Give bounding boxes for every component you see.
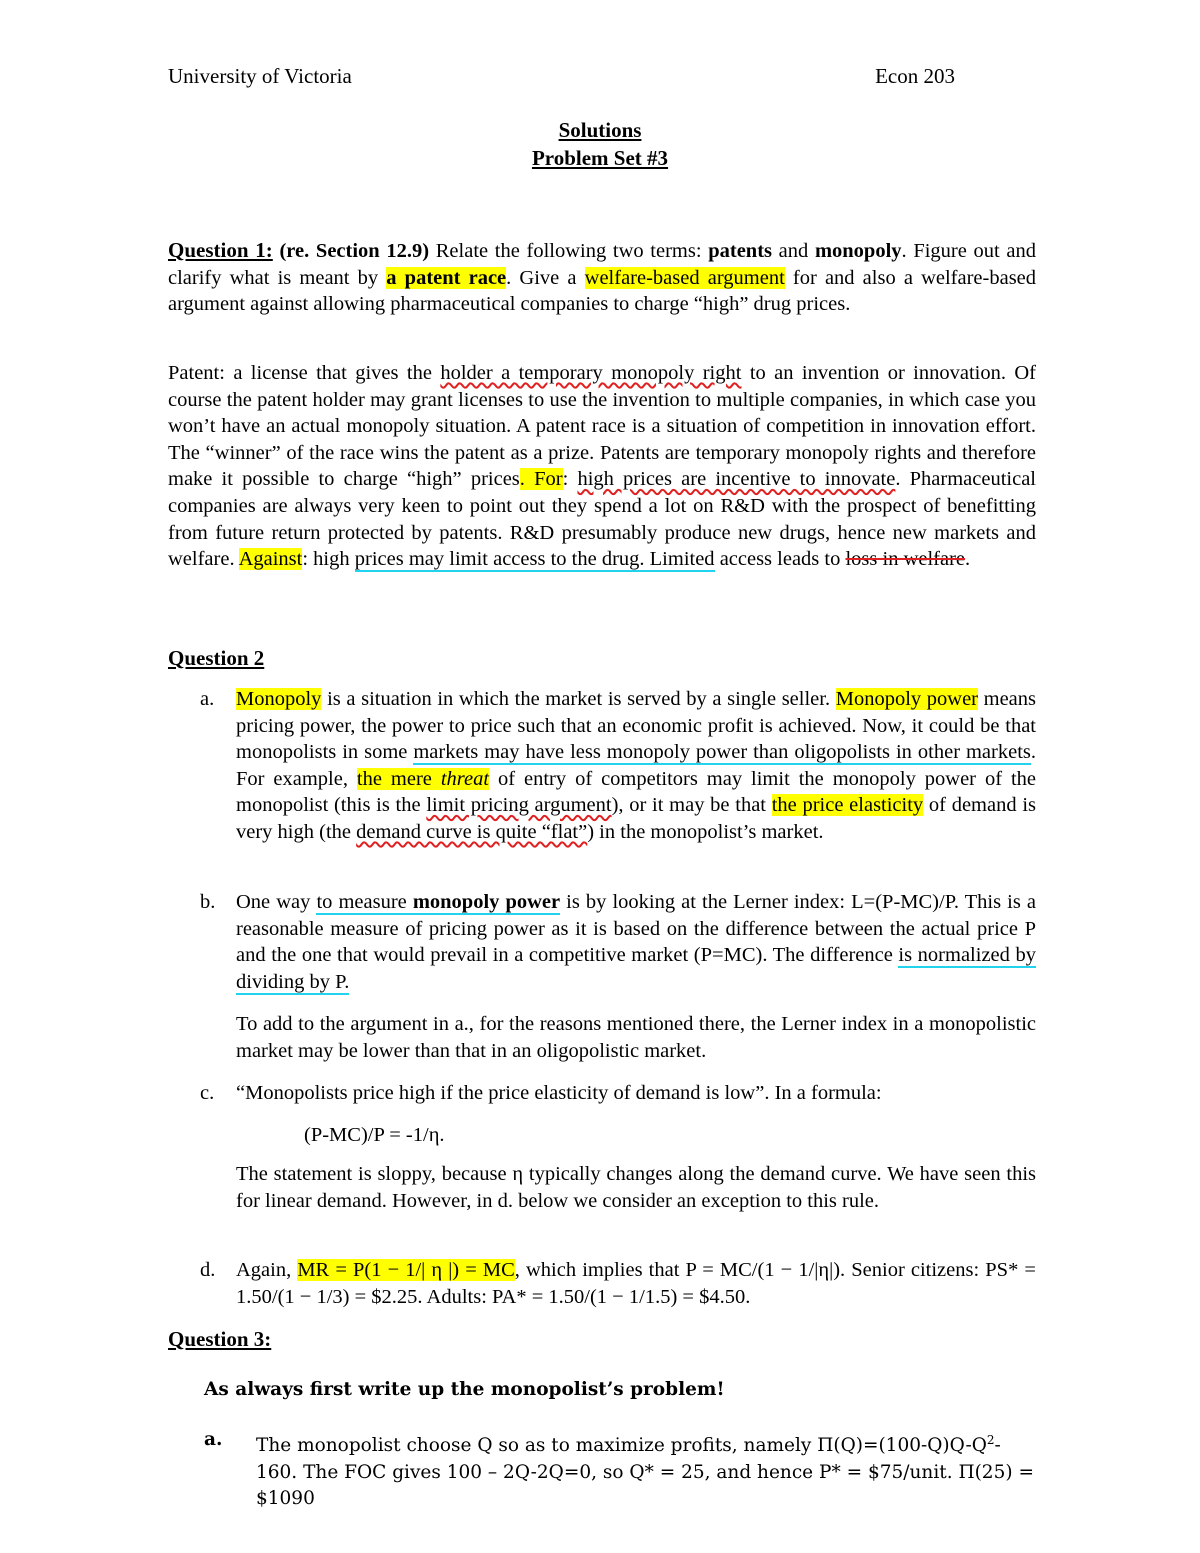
q1-answer-text: to an invention or innovation. Of course the patent holder may grant licenses to use the invention to multiple companies, in which case you won’t have an actual monopoly situation. A patent race is a situation of competition in innovation effort. The “winner” of the race wins the patent as a prize. Patents are temporary monopoly rights and therefore make it possible to charge “high” prices	[168, 362, 1037, 491]
text: ), or it may be that	[611, 794, 772, 817]
q1-answer-text: . Pharmaceutical companies are always very keen to point out they spend a lot on R&D with the prospect of benefitting from future return protected by patents. R&D presumably produce new drugs, hence new markets and welfare.	[168, 468, 1037, 571]
text: to measure	[316, 891, 413, 913]
q2-c-paragraph: The statement is sloppy, because η typically changes along the demand curve. We have seen this for linear demand. However, in d. below we consider an exception to this rule.	[236, 1163, 1036, 1212]
q2-item-d	[200, 1257, 1036, 1310]
q1-answer-text: Patent: a license that gives the	[168, 362, 441, 384]
q1-red-underline: holder a temporary monopoly right	[440, 362, 742, 384]
q2-heading: Question 2	[168, 646, 265, 670]
list-label: a.	[200, 688, 215, 710]
q1-cyan-underline: prices may limit access to the drug. Limited	[354, 548, 715, 571]
cyan-underline	[316, 891, 560, 915]
text: of entry of competitors may limit the monopoly power of the monopolist (this is the	[236, 767, 1036, 817]
q2-d-text	[236, 1257, 1036, 1310]
text: means pricing power, the power to price such that an economic profit is achieved. Now, it could be that monopolists in some	[236, 688, 1036, 764]
q2-b-paragraph: To add to the argument in a., for the reasons mentioned there, the Lerner index in a monopolistic market may be lower than that in an oligopolistic market.	[236, 1013, 1036, 1062]
list-label: a.	[204, 1429, 223, 1450]
text: One way	[236, 891, 317, 913]
q2-c-text: “Monopolists price high if the price elasticity of demand is low”. In a formula:	[236, 1082, 882, 1104]
q1-highlight-against: Against	[238, 548, 303, 571]
q1-answer-text: .	[965, 548, 971, 571]
cyan-underline: is normalized by dividing by P.	[236, 944, 1036, 993]
list-label: d.	[200, 1259, 216, 1281]
q3-heading-block	[168, 1326, 1036, 1354]
q1-strikethrough: loss in welfare	[845, 548, 966, 571]
q1-term-monopoly: monopoly	[814, 240, 902, 262]
superscript: 2	[986, 1433, 995, 1447]
q1-highlight-patent-race: a patent race	[386, 266, 507, 289]
highlight: the price elasticity	[771, 794, 924, 817]
q1-text: for and also a welfare-based argument against allowing pharmaceutical companies to charge “high” drug prices.	[168, 266, 1037, 316]
list-label: b.	[200, 891, 216, 913]
q1-answer	[168, 360, 1036, 573]
red-underline: demand curve is quite “flat”	[356, 820, 588, 843]
q2-a-text	[236, 686, 1036, 846]
q1-highlight-for: . For	[519, 468, 563, 491]
q1-highlight-welfare: welfare-based argument	[584, 266, 785, 289]
q2-item-b	[200, 889, 1036, 995]
header-course: Econ 203	[875, 64, 955, 88]
text: ) in the monopolist’s market.	[587, 820, 824, 843]
q3-intro-text: As always first write up the monopolist’s problem!	[204, 1379, 725, 1400]
q2-b-text	[236, 889, 1036, 995]
q1-ref: (re. Section 12.9)	[279, 240, 430, 262]
text: . For example,	[236, 741, 1036, 790]
q2-item-a	[200, 686, 1036, 846]
q2-item-c	[200, 1080, 1036, 1107]
q1-text: . Give a	[506, 266, 585, 289]
doc-subtitle: Problem Set #3	[531, 146, 669, 170]
highlight: Monopoly	[236, 688, 322, 710]
highlight: MR = P(1 − 1/| η |) = MC	[297, 1259, 515, 1281]
text: -160. The FOC gives 100 – 2Q-2Q=0, so Q* = 25, and hence P* = $75/unit. Π(25) = $1090	[256, 1435, 1034, 1510]
q1-answer-text: :	[562, 468, 578, 491]
text-bold: monopoly power	[412, 891, 561, 913]
q3-intro	[204, 1377, 1036, 1404]
q2-heading-block	[168, 645, 1036, 673]
q3-heading: Question 3:	[168, 1327, 272, 1351]
q1-answer-text: : high	[302, 548, 355, 571]
highlight: Monopoly power	[835, 688, 978, 710]
doc-title: Solutions	[558, 118, 642, 142]
q1-heading: Question 1:	[168, 238, 273, 262]
q1-text: and	[772, 240, 815, 262]
highlight-threat	[357, 768, 489, 790]
text: is a situation in which the market is served by a single seller.	[321, 688, 836, 710]
list-label: c.	[200, 1082, 215, 1104]
q1-question	[168, 237, 1036, 318]
q1-text: . Figure out and clarify what is meant by	[168, 240, 1036, 289]
text: is by looking at the Lerner index: L=(P-MC)/P. This is a reasonable measure of pricing power as it is based on the difference between the actual price P and the one that would prevail in a competitive market (P=MC). The difference	[236, 891, 1036, 967]
text: The monopolist choose Q so as to maximize profits, namely Π(Q)=(100-Q)Q-Q	[256, 1435, 987, 1457]
red-underline: limit pricing argument	[426, 794, 612, 817]
q1-answer-text: access leads to	[714, 548, 846, 571]
q3-a-text	[256, 1427, 1036, 1513]
text: of demand is very high (the	[236, 794, 1036, 843]
q1-text: Relate the following two terms:	[429, 240, 709, 262]
q3-item-a	[204, 1427, 1036, 1513]
header-university: University of Victoria	[168, 64, 352, 88]
q2-c-formula: (P-MC)/P = -1/η.	[304, 1124, 445, 1146]
text: , which implies that P = MC/(1 − 1/|η|). Senior citizens: PS* = 1.50/(1 − 1/3) = $2.25. Adults: PA* = 1.50/(1 − 1/1.5) = $4.50.	[236, 1259, 1036, 1308]
text: the mere	[356, 767, 441, 790]
q1-term-patents: patents	[708, 240, 773, 262]
cyan-underline: markets may have less monopoly power than oligopolists in other markets	[413, 741, 1031, 764]
q1-red-underline: high prices are incentive to innovate	[577, 468, 896, 491]
text-italic: threat	[440, 767, 490, 790]
text: Again,	[236, 1259, 298, 1281]
